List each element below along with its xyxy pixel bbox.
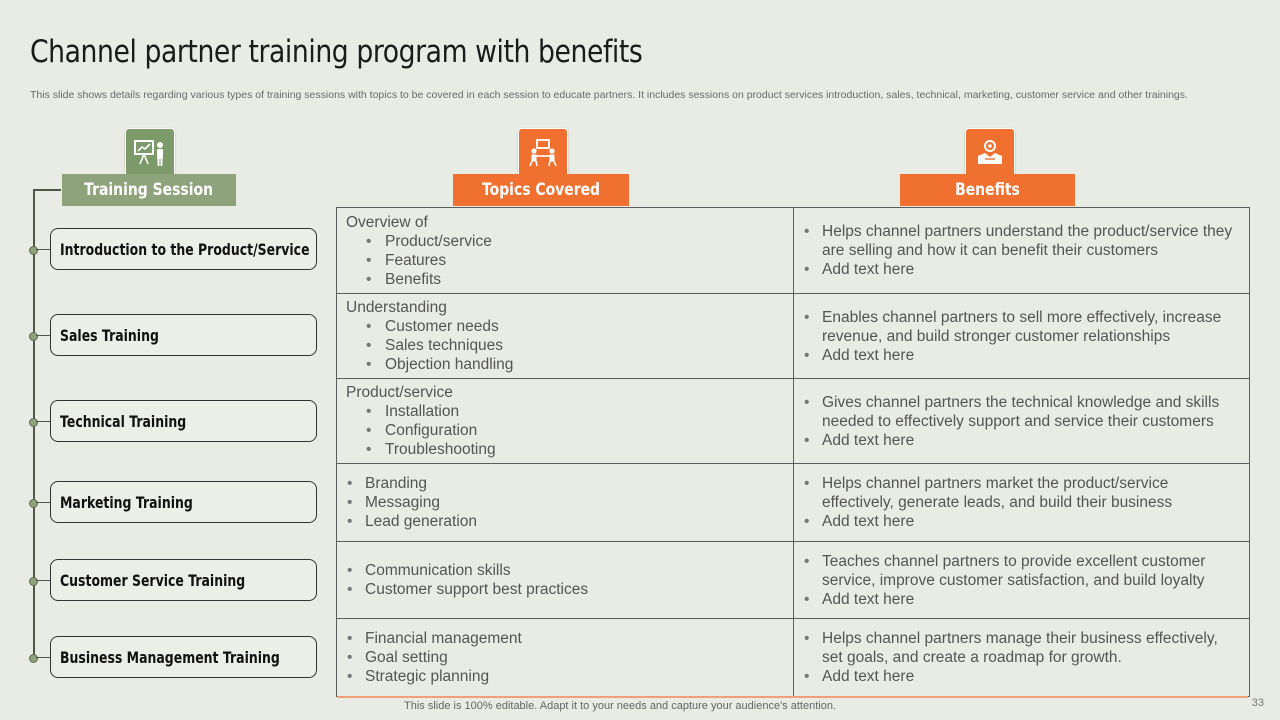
benefits-cell bbox=[794, 542, 1250, 619]
timeline-dot bbox=[29, 418, 38, 427]
topic-item: • Sales techniques bbox=[346, 336, 785, 355]
topic-item: • Troubleshooting bbox=[346, 440, 785, 459]
handshake-gear-icon bbox=[965, 128, 1015, 178]
benefit-item: • Helps channel partners understand the product/service they are selling and how it can benefit their customers bbox=[803, 222, 1241, 260]
table-row bbox=[337, 379, 1250, 464]
timeline-dot bbox=[29, 577, 38, 586]
timeline-dash bbox=[36, 502, 50, 503]
table-row bbox=[337, 294, 1250, 379]
benefits-cell bbox=[794, 379, 1250, 464]
topics-intro: Product/service bbox=[346, 384, 453, 401]
benefit-item: • Add text here bbox=[803, 590, 1241, 609]
session-customer-service: Customer Service Training bbox=[50, 559, 317, 601]
benefit-item: • Add text here bbox=[803, 512, 1241, 531]
timeline-dot bbox=[29, 499, 38, 508]
topics-cell bbox=[337, 542, 794, 619]
table-row bbox=[337, 208, 1250, 294]
timeline-dot bbox=[29, 654, 38, 663]
timeline-dash bbox=[36, 580, 50, 581]
benefit-item: • Teaches channel partners to provide excellent customer service, improve customer satisfaction, and build loyalty bbox=[803, 552, 1241, 590]
timeline-dot bbox=[29, 246, 38, 255]
topic-item: • Product/service bbox=[346, 232, 785, 251]
topics-cell bbox=[337, 619, 794, 697]
topic-item: • Installation bbox=[346, 402, 785, 421]
timeline-dash bbox=[36, 421, 50, 422]
table-row bbox=[337, 619, 1250, 697]
benefits-cell bbox=[794, 294, 1250, 379]
topic-item: • Communication skills bbox=[346, 561, 785, 580]
slide-title: Channel partner training program with benefits bbox=[30, 34, 643, 70]
timeline-dash bbox=[36, 249, 50, 250]
benefits-cell bbox=[794, 464, 1250, 542]
topics-cell bbox=[337, 208, 794, 294]
benefit-item: • Helps channel partners manage their business effectively, set goals, and create a roadmap for growth. bbox=[803, 629, 1241, 667]
benefit-item: • Helps channel partners market the product/service effectively, generate leads, and build their business bbox=[803, 474, 1241, 512]
slide-subtitle: This slide shows details regarding various types of training sessions with topics to be covered in each session to educate partners. It includes sessions on product services introduction, sales, technical, marketing, customer service and other trainings. bbox=[30, 89, 1188, 101]
timeline-dash bbox=[36, 657, 50, 658]
topics-cell bbox=[337, 464, 794, 542]
benefit-item: • Gives channel partners the technical knowledge and skills needed to effectively support and service their customers bbox=[803, 393, 1241, 431]
topic-item: • Configuration bbox=[346, 421, 785, 440]
timeline-dash bbox=[36, 335, 50, 336]
topic-item: • Features bbox=[346, 251, 785, 270]
session-marketing: Marketing Training bbox=[50, 481, 317, 523]
benefit-item: • Enables channel partners to sell more effectively, increase revenue, and build stronger customer relationships bbox=[803, 308, 1241, 346]
header-benefits: Benefits bbox=[900, 174, 1075, 206]
topics-intro: Understanding bbox=[346, 299, 447, 316]
topic-item: • Objection handling bbox=[346, 355, 785, 374]
topics-cell bbox=[337, 294, 794, 379]
topic-item: • Strategic planning bbox=[346, 667, 785, 686]
table-bottom-accent bbox=[337, 696, 1248, 698]
team-discussion-icon bbox=[518, 128, 568, 178]
connector-horizontal bbox=[33, 189, 61, 191]
presentation-icon bbox=[125, 128, 175, 178]
session-intro-product: Introduction to the Product/Service bbox=[50, 228, 317, 270]
benefits-cell bbox=[794, 619, 1250, 697]
header-topics-covered: Topics Covered bbox=[453, 174, 629, 206]
benefit-item: • Add text here bbox=[803, 260, 1241, 279]
training-table bbox=[336, 207, 1250, 697]
topics-cell bbox=[337, 379, 794, 464]
benefit-item: • Add text here bbox=[803, 431, 1241, 450]
table-row bbox=[337, 464, 1250, 542]
topic-item: • Messaging bbox=[346, 493, 785, 512]
topic-item: • Goal setting bbox=[346, 648, 785, 667]
benefit-item: • Add text here bbox=[803, 667, 1241, 686]
topic-item: • Financial management bbox=[346, 629, 785, 648]
benefit-item: • Add text here bbox=[803, 346, 1241, 365]
timeline-dot bbox=[29, 332, 38, 341]
topics-intro: Overview of bbox=[346, 213, 428, 231]
footer-note: This slide is 100% editable. Adapt it to your needs and capture your audience's attention. bbox=[404, 700, 836, 712]
topic-item: • Lead generation bbox=[346, 512, 785, 531]
header-training-session: Training Session bbox=[62, 174, 236, 206]
table-row bbox=[337, 542, 1250, 619]
topic-item: • Customer support best practices bbox=[346, 580, 785, 599]
session-technical: Technical Training bbox=[50, 400, 317, 442]
session-sales: Sales Training bbox=[50, 314, 317, 356]
topic-item: • Customer needs bbox=[346, 317, 785, 336]
page-number: 33 bbox=[1251, 697, 1264, 709]
benefits-cell bbox=[794, 208, 1250, 294]
topic-item: • Benefits bbox=[346, 270, 785, 289]
session-business-management: Business Management Training bbox=[50, 636, 317, 678]
topic-item: • Branding bbox=[346, 474, 785, 493]
